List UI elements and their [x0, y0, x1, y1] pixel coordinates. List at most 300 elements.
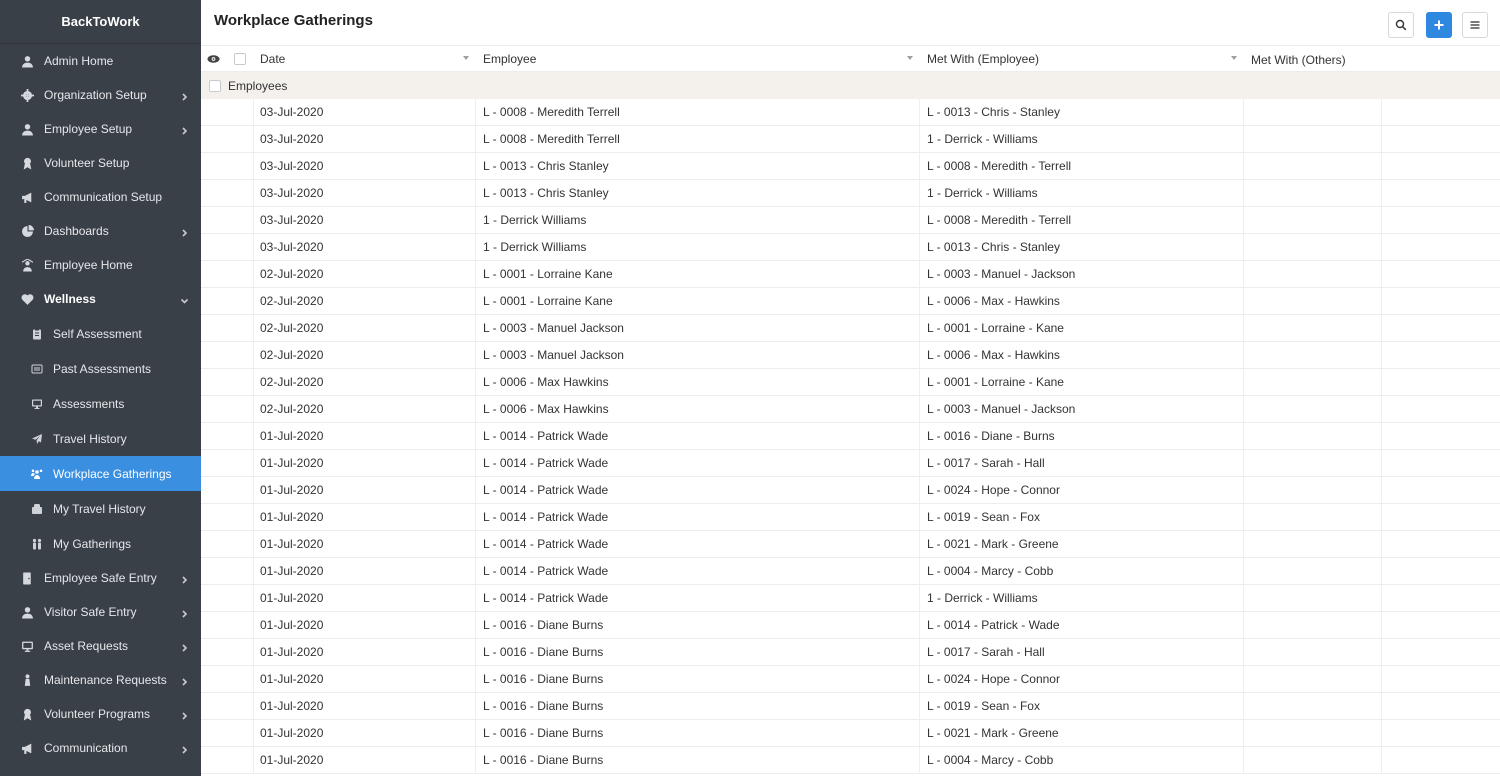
table-header [201, 45, 1500, 72]
sidebar-item-employee-setup[interactable] [0, 112, 201, 146]
cell-employee: L - 0014 - Patrick Wade [483, 456, 609, 470]
wellness-submenu [0, 316, 201, 561]
ribbon-icon [20, 707, 34, 721]
chevron-right-icon[interactable] [180, 676, 189, 685]
hamburger-icon [1469, 19, 1481, 31]
eye-icon [207, 54, 220, 64]
column-divider [1243, 558, 1244, 584]
sidebar-item-label: Communication [44, 741, 128, 755]
column-divider [475, 99, 476, 125]
sidebar-nav [0, 44, 201, 316]
sidebar-item-communication[interactable] [0, 731, 201, 765]
menu-button[interactable] [1462, 12, 1488, 38]
sidebar [0, 0, 201, 776]
cell-employee: L - 0013 - Chris Stanley [483, 159, 609, 173]
sidebar-item-volunteer-setup[interactable] [0, 146, 201, 180]
column-divider [475, 396, 476, 422]
cell-met-with-employee: L - 0016 - Diane - Burns [927, 429, 1055, 443]
column-divider [1243, 585, 1244, 611]
column-divider [1381, 342, 1382, 368]
column-divider [1381, 369, 1382, 395]
cell-employee: L - 0006 - Max Hawkins [483, 402, 609, 416]
cell-met-with-employee: L - 0013 - Chris - Stanley [927, 240, 1060, 254]
column-divider [1243, 423, 1244, 449]
table-row[interactable] [201, 261, 1500, 288]
cell-employee: L - 0013 - Chris Stanley [483, 186, 609, 200]
column-divider [253, 180, 254, 206]
column-divider [253, 153, 254, 179]
column-divider [475, 261, 476, 287]
column-divider [253, 558, 254, 584]
column-divider [1243, 261, 1244, 287]
column-divider [253, 423, 254, 449]
cell-date: 02-Jul-2020 [260, 267, 324, 281]
cell-met-with-employee: L - 0024 - Hope - Connor [927, 483, 1060, 497]
cell-met-with-employee: L - 0017 - Sarah - Hall [927, 456, 1045, 470]
cell-employee: L - 0014 - Patrick Wade [483, 429, 609, 443]
sidebar-item-travel-history[interactable] [0, 421, 201, 456]
column-divider [919, 207, 920, 233]
sidebar-nav-lower [0, 561, 201, 765]
cell-met-with-employee: L - 0004 - Marcy - Cobb [927, 753, 1054, 767]
cell-met-with-employee: L - 0008 - Meredith - Terrell [927, 159, 1072, 173]
user-icon [20, 54, 34, 68]
chevron-down-icon[interactable] [180, 295, 189, 304]
column-divider [1243, 180, 1244, 206]
cell-date: 03-Jul-2020 [260, 213, 324, 227]
suitcase-icon [30, 502, 43, 515]
column-divider [919, 99, 920, 125]
column-divider [475, 315, 476, 341]
cell-met-with-employee: L - 0001 - Lorraine - Kane [927, 321, 1064, 335]
cell-met-with-employee: 1 - Derrick - Williams [927, 132, 1038, 146]
cell-date: 01-Jul-2020 [260, 456, 324, 470]
column-divider [919, 666, 920, 692]
table-body [201, 99, 1500, 774]
column-divider [253, 342, 254, 368]
cell-employee: L - 0016 - Diane Burns [483, 753, 604, 767]
sidebar-item-my-gatherings[interactable] [0, 526, 201, 561]
column-divider [1243, 99, 1244, 125]
main-content [201, 0, 1500, 776]
column-divider [1381, 747, 1382, 773]
cell-met-with-employee: L - 0024 - Hope - Connor [927, 672, 1060, 686]
met-with-employee-sort-icon[interactable] [1231, 56, 1237, 60]
cell-date: 02-Jul-2020 [260, 294, 324, 308]
cell-date: 01-Jul-2020 [260, 510, 324, 524]
group-icon [30, 467, 43, 480]
sidebar-item-label: My Travel History [53, 501, 146, 516]
group-row-employees[interactable] [201, 72, 1500, 99]
column-divider [1243, 396, 1244, 422]
column-divider [1381, 693, 1382, 719]
cell-employee: L - 0003 - Manuel Jackson [483, 321, 624, 335]
cell-employee: L - 0001 - Lorraine Kane [483, 267, 613, 281]
cell-employee: 1 - Derrick Williams [483, 213, 587, 227]
column-divider [1381, 180, 1382, 206]
table-row[interactable] [201, 531, 1500, 558]
table-row[interactable] [201, 288, 1500, 315]
cell-date: 01-Jul-2020 [260, 645, 324, 659]
cell-met-with-employee: 1 - Derrick - Williams [927, 186, 1038, 200]
cell-met-with-employee: L - 0006 - Max - Hawkins [927, 294, 1060, 308]
column-divider [1381, 558, 1382, 584]
ribbon-icon [20, 156, 34, 170]
sidebar-item-assessments[interactable] [0, 386, 201, 421]
clipboard-icon [30, 327, 43, 340]
table-row[interactable] [201, 126, 1500, 153]
cell-met-with-employee: L - 0021 - Mark - Greene [927, 726, 1059, 740]
column-divider [919, 747, 920, 773]
table-row[interactable] [201, 612, 1500, 639]
table-row[interactable] [201, 666, 1500, 693]
sidebar-item-label: Maintenance Requests [44, 673, 167, 687]
cell-date: 02-Jul-2020 [260, 375, 324, 389]
cell-date: 01-Jul-2020 [260, 564, 324, 578]
column-divider [253, 504, 254, 530]
table-row[interactable] [201, 477, 1500, 504]
table-row[interactable] [201, 369, 1500, 396]
column-divider [1381, 531, 1382, 557]
column-divider [919, 450, 920, 476]
column-divider [475, 450, 476, 476]
column-divider [1243, 747, 1244, 773]
column-divider [1381, 126, 1382, 152]
column-divider [475, 369, 476, 395]
cell-date: 01-Jul-2020 [260, 483, 324, 497]
chevron-right-icon[interactable] [180, 608, 189, 617]
wrench-icon [20, 673, 34, 687]
select-all-checkbox[interactable] [234, 46, 246, 72]
sidebar-item-admin-home[interactable] [0, 44, 201, 78]
cell-met-with-employee: L - 0004 - Marcy - Cobb [927, 564, 1054, 578]
column-divider [253, 288, 254, 314]
chevron-right-icon[interactable] [180, 91, 189, 100]
column-divider [1381, 261, 1382, 287]
sidebar-item-label: Admin Home [44, 54, 114, 68]
user-icon [20, 122, 34, 136]
door-icon [20, 571, 34, 585]
column-divider [253, 450, 254, 476]
table-row[interactable] [201, 207, 1500, 234]
column-divider [919, 315, 920, 341]
column-divider [919, 369, 920, 395]
column-divider [475, 342, 476, 368]
column-divider [253, 315, 254, 341]
column-divider [1381, 477, 1382, 503]
table-row[interactable] [201, 693, 1500, 720]
column-divider [253, 693, 254, 719]
column-divider [475, 207, 476, 233]
cell-employee: L - 0014 - Patrick Wade [483, 483, 609, 497]
checkbox[interactable] [234, 53, 246, 65]
cell-employee: L - 0003 - Manuel Jackson [483, 348, 624, 362]
employee-sort-icon[interactable] [907, 56, 913, 60]
column-visibility-toggle[interactable] [207, 46, 220, 72]
column-divider [1243, 234, 1244, 260]
add-record-button[interactable] [1426, 12, 1452, 38]
chevron-right-icon[interactable] [180, 710, 189, 719]
gear-icon [20, 88, 34, 102]
column-divider [1243, 720, 1244, 746]
cell-employee: 1 - Derrick Williams [483, 240, 587, 254]
cell-met-with-employee: L - 0001 - Lorraine - Kane [927, 375, 1064, 389]
table-row[interactable] [201, 99, 1500, 126]
chevron-right-icon[interactable] [180, 574, 189, 583]
sidebar-item-label: Visitor Safe Entry [44, 605, 137, 619]
sidebar-item-workplace-gatherings[interactable] [0, 456, 201, 491]
column-divider [1381, 396, 1382, 422]
column-divider [1381, 504, 1382, 530]
sidebar-item-label: Communication Setup [44, 190, 163, 204]
sidebar-item-self-assessment[interactable] [0, 316, 201, 351]
cell-met-with-employee: L - 0021 - Mark - Greene [927, 537, 1059, 551]
sidebar-item-label: Travel History [53, 431, 127, 446]
column-divider [253, 369, 254, 395]
column-divider [919, 153, 920, 179]
chevron-right-icon[interactable] [180, 642, 189, 651]
column-divider [253, 261, 254, 287]
group-checkbox[interactable] [209, 80, 221, 92]
cell-date: 01-Jul-2020 [260, 618, 324, 632]
column-divider [1243, 315, 1244, 341]
column-divider [475, 477, 476, 503]
cell-date: 01-Jul-2020 [260, 753, 324, 767]
table-row[interactable] [201, 585, 1500, 612]
column-divider [919, 585, 920, 611]
sidebar-item-label: Self Assessment [53, 326, 142, 341]
column-divider [1381, 234, 1382, 260]
column-divider [1243, 126, 1244, 152]
column-divider [919, 342, 920, 368]
cell-met-with-employee: L - 0019 - Sean - Fox [927, 699, 1040, 713]
cell-met-with-employee: L - 0003 - Manuel - Jackson [927, 267, 1076, 281]
sidebar-item-volunteer-programs[interactable] [0, 697, 201, 731]
sidebar-item-label: Past Assessments [53, 361, 152, 376]
column-header-met-with-employee[interactable]: Met With (Employee) [927, 52, 1040, 66]
column-divider [919, 126, 920, 152]
column-divider [1243, 612, 1244, 638]
group-label: Employees [228, 78, 288, 93]
column-divider [919, 234, 920, 260]
column-divider [253, 747, 254, 773]
column-divider [1381, 612, 1382, 638]
sidebar-item-my-travel-history[interactable] [0, 491, 201, 526]
chevron-right-icon[interactable] [180, 125, 189, 134]
column-divider [1381, 153, 1382, 179]
column-divider [919, 531, 920, 557]
cell-date: 03-Jul-2020 [260, 186, 324, 200]
table-row[interactable] [201, 747, 1500, 774]
sidebar-item-organization-setup[interactable] [0, 78, 201, 112]
sidebar-item-asset-requests[interactable] [0, 629, 201, 663]
table-row[interactable] [201, 450, 1500, 477]
cell-employee: L - 0008 - Meredith Terrell [483, 132, 620, 146]
monitor-icon [30, 397, 43, 410]
cell-employee: L - 0014 - Patrick Wade [483, 537, 609, 551]
column-divider [475, 558, 476, 584]
search-icon [1395, 19, 1407, 31]
column-divider [1243, 288, 1244, 314]
column-divider [475, 639, 476, 665]
cell-employee: L - 0014 - Patrick Wade [483, 510, 609, 524]
cell-met-with-employee: 1 - Derrick - Williams [927, 591, 1038, 605]
column-divider [919, 720, 920, 746]
column-divider [475, 234, 476, 260]
column-divider [253, 207, 254, 233]
cell-date: 01-Jul-2020 [260, 591, 324, 605]
sidebar-item-label: Organization Setup [44, 88, 147, 102]
column-divider [475, 180, 476, 206]
sidebar-item-label: Employee Home [44, 258, 133, 272]
sidebar-item-employee-safe-entry[interactable] [0, 561, 201, 595]
sidebar-item-label: Asset Requests [44, 639, 129, 653]
search-button[interactable] [1388, 12, 1414, 38]
date-sort-icon[interactable] [463, 56, 469, 60]
cell-met-with-employee: L - 0003 - Manuel - Jackson [927, 402, 1076, 416]
column-divider [919, 504, 920, 530]
column-header-employee[interactable]: Employee [483, 52, 537, 66]
cell-employee: L - 0001 - Lorraine Kane [483, 294, 613, 308]
brand-logo[interactable]: BackToWork [0, 0, 201, 44]
column-divider [475, 747, 476, 773]
cell-date: 03-Jul-2020 [260, 240, 324, 254]
cell-met-with-employee: L - 0014 - Patrick - Wade [927, 618, 1060, 632]
sidebar-item-label: Dashboards [44, 224, 109, 238]
column-divider [919, 180, 920, 206]
sidebar-item-label: My Gatherings [53, 536, 132, 551]
pie-chart-icon [20, 224, 34, 238]
column-divider [253, 720, 254, 746]
column-divider [253, 639, 254, 665]
chevron-right-icon[interactable] [180, 227, 189, 236]
column-divider [1243, 531, 1244, 557]
table-row[interactable] [201, 153, 1500, 180]
column-divider [1243, 450, 1244, 476]
user-icon [20, 605, 34, 619]
table-row[interactable] [201, 720, 1500, 747]
sidebar-item-employee-home[interactable] [0, 248, 201, 282]
column-divider [1243, 207, 1244, 233]
sidebar-item-label: Employee Setup [44, 122, 133, 136]
column-divider [253, 99, 254, 125]
table-row[interactable] [201, 234, 1500, 261]
sidebar-item-dashboards[interactable] [0, 214, 201, 248]
column-divider [253, 396, 254, 422]
sidebar-item-past-assessments[interactable] [0, 351, 201, 386]
column-divider [919, 396, 920, 422]
column-divider [1243, 693, 1244, 719]
table-row[interactable] [201, 504, 1500, 531]
table-row[interactable] [201, 315, 1500, 342]
cell-employee: L - 0016 - Diane Burns [483, 699, 604, 713]
column-divider [1243, 477, 1244, 503]
table-row[interactable] [201, 639, 1500, 666]
table-row[interactable] [201, 396, 1500, 423]
column-divider [1381, 423, 1382, 449]
sidebar-item-maintenance-requests[interactable] [0, 663, 201, 697]
cell-employee: L - 0016 - Diane Burns [483, 726, 604, 740]
column-divider [919, 693, 920, 719]
cell-employee: L - 0016 - Diane Burns [483, 618, 604, 632]
column-divider [475, 666, 476, 692]
cell-met-with-employee: L - 0008 - Meredith - Terrell [927, 213, 1072, 227]
cell-date: 02-Jul-2020 [260, 402, 324, 416]
column-divider [1243, 666, 1244, 692]
chevron-right-icon[interactable] [180, 744, 189, 753]
column-divider [1381, 99, 1382, 125]
cell-employee: L - 0008 - Meredith Terrell [483, 105, 620, 119]
list-icon [30, 362, 43, 375]
person-home-icon [20, 258, 34, 272]
sidebar-item-wellness[interactable] [0, 282, 201, 316]
column-divider [1243, 369, 1244, 395]
page-title: Workplace Gatherings [214, 12, 373, 29]
table-row[interactable] [201, 342, 1500, 369]
column-divider [919, 639, 920, 665]
column-divider [475, 693, 476, 719]
column-divider [475, 612, 476, 638]
column-divider [1381, 585, 1382, 611]
column-divider [253, 666, 254, 692]
cell-met-with-employee: L - 0006 - Max - Hawkins [927, 348, 1060, 362]
column-divider [475, 423, 476, 449]
column-divider [1381, 666, 1382, 692]
sidebar-item-visitor-safe-entry[interactable] [0, 595, 201, 629]
table-row[interactable] [201, 558, 1500, 585]
column-divider [919, 477, 920, 503]
column-divider [253, 612, 254, 638]
cell-date: 01-Jul-2020 [260, 537, 324, 551]
cell-employee: L - 0016 - Diane Burns [483, 672, 604, 686]
column-divider [1381, 207, 1382, 233]
column-divider [1243, 153, 1244, 179]
column-divider [919, 288, 920, 314]
column-divider [1381, 288, 1382, 314]
column-divider [1381, 450, 1382, 476]
column-divider [475, 504, 476, 530]
column-divider [475, 531, 476, 557]
heart-icon [20, 292, 34, 306]
table-row[interactable] [201, 180, 1500, 207]
cell-met-with-employee: L - 0019 - Sean - Fox [927, 510, 1040, 524]
cell-employee: L - 0014 - Patrick Wade [483, 591, 609, 605]
sidebar-item-communication-setup[interactable] [0, 180, 201, 214]
column-divider [475, 288, 476, 314]
column-divider [919, 612, 920, 638]
cell-date: 03-Jul-2020 [260, 159, 324, 173]
column-divider [1381, 315, 1382, 341]
column-divider [253, 234, 254, 260]
cell-employee: L - 0006 - Max Hawkins [483, 375, 609, 389]
column-header-met-with-others[interactable]: Met With (Others) [1251, 53, 1346, 67]
column-divider [1381, 720, 1382, 746]
cell-date: 01-Jul-2020 [260, 726, 324, 740]
megaphone-icon [20, 190, 34, 204]
table-row[interactable] [201, 423, 1500, 450]
sidebar-item-label: Volunteer Programs [44, 707, 151, 721]
column-divider [919, 423, 920, 449]
megaphone-icon [20, 741, 34, 755]
plane-icon [30, 432, 43, 445]
cell-date: 01-Jul-2020 [260, 699, 324, 713]
column-divider [253, 585, 254, 611]
column-header-date[interactable]: Date [260, 52, 286, 66]
cell-date: 03-Jul-2020 [260, 105, 324, 119]
plus-icon [1433, 19, 1445, 31]
cell-employee: L - 0014 - Patrick Wade [483, 564, 609, 578]
people-icon [30, 537, 43, 550]
